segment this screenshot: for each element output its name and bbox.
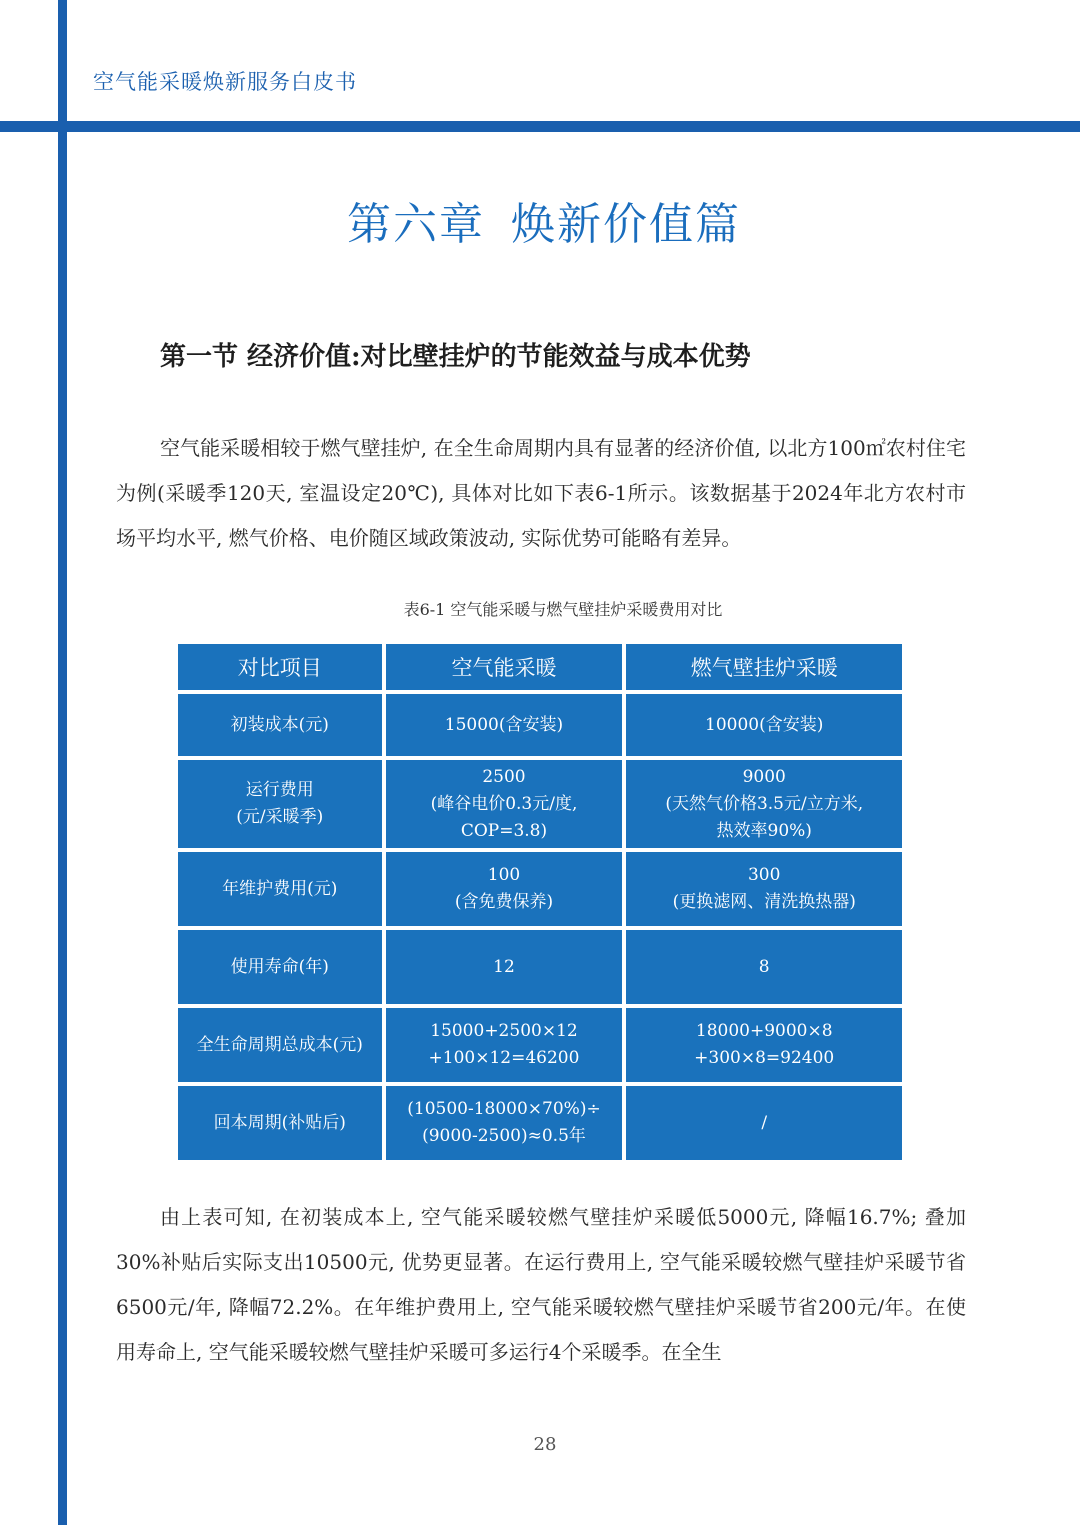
section-heading: 第一节 经济价值:对比壁挂炉的节能效益与成本优势 — [160, 342, 751, 372]
gas-boiler-cell — [626, 694, 902, 756]
cell-line: 9000 — [742, 766, 786, 787]
air-source-cell — [386, 760, 623, 848]
gas-boiler-cell — [626, 852, 902, 926]
cell-line: 15000+2500×12 — [430, 1021, 578, 1041]
header-air-source: 空气能采暖 — [386, 644, 623, 690]
header-rule — [0, 121, 1080, 132]
cell-line: (天然气价格3.5元/立方米, — [665, 793, 864, 814]
cell-line: 年维护费用(元) — [222, 878, 338, 899]
cell-line: (更换滤网、清洗换热器) — [672, 892, 856, 912]
cell-line: COP=3.8) — [460, 820, 548, 841]
table-row — [178, 930, 902, 1004]
cell-line: 12 — [493, 956, 515, 977]
intro-paragraph: 空气能采暖相较于燃气壁挂炉, 在全生命周期内具有显著的经济价值, 以北方100㎡农村住宅为例(采暖季120天, 室温设定20℃), 具体对比如下表6-1所示。该数据基于2024年北方农村市场平均水平, 燃气价格、电价随区域政策波动, 实际优势可能略有差异。 — [116, 436, 966, 550]
cell-line: 热效率90%) — [716, 820, 812, 841]
cell-line: +100×12=46200 — [428, 1048, 580, 1068]
cell-line: 初装成本(元) — [230, 714, 329, 735]
air-source-cell — [386, 1086, 623, 1160]
gas-boiler-cell — [626, 760, 902, 848]
cell-line: 使用寿命(年) — [230, 956, 329, 977]
row-item-cell — [178, 694, 382, 756]
cell-line: 运行费用 — [245, 780, 314, 800]
cell-line: (9000-2500)≈0.5年 — [422, 1126, 586, 1146]
header-item: 对比项目 — [178, 644, 382, 690]
cell-line: 8 — [758, 956, 770, 977]
cell-line: (10500-18000×70%)÷ — [407, 1099, 601, 1119]
cell-line: (峰谷电价0.3元/度, — [430, 793, 578, 814]
cell-line: (元/采暖季) — [236, 807, 324, 827]
cost-comparison-table — [174, 640, 906, 1164]
cell-line: (含免费保养) — [454, 892, 554, 912]
cell-line: 15000(含安装) — [444, 714, 564, 735]
table-caption: 表6-1 空气能采暖与燃气壁挂炉采暖费用对比 — [403, 600, 723, 619]
cell-line: 18000+9000×8 — [695, 1021, 833, 1041]
gas-boiler-cell — [626, 1086, 902, 1160]
row-item-cell — [178, 852, 382, 926]
page-number: 28 — [533, 1434, 557, 1455]
row-item-cell — [178, 1008, 382, 1082]
gas-boiler-cell — [626, 930, 902, 1004]
air-source-cell — [386, 852, 623, 926]
table-header-row — [178, 644, 902, 690]
table-row — [178, 1008, 902, 1082]
table-row — [178, 760, 902, 848]
row-item-cell — [178, 1086, 382, 1160]
table-row — [178, 852, 902, 926]
chapter-number: 第六章 — [347, 199, 485, 250]
cell-line: 300 — [747, 865, 781, 885]
row-item-cell — [178, 760, 382, 848]
air-source-cell — [386, 694, 623, 756]
cell-line: / — [761, 1112, 768, 1133]
cell-line: +300×8=92400 — [694, 1048, 835, 1068]
cell-line: 10000(含安装) — [705, 714, 824, 735]
row-item-cell — [178, 930, 382, 1004]
table-row — [178, 1086, 902, 1160]
cell-line: 回本周期(补贴后) — [213, 1112, 346, 1133]
chapter-title — [0, 188, 1080, 252]
running-header: 空气能采暖焕新服务白皮书 — [93, 70, 357, 94]
chapter-name: 焕新价值篇 — [511, 199, 741, 250]
table-row — [178, 694, 902, 756]
analysis-paragraph: 由上表可知, 在初装成本上, 空气能采暖较燃气壁挂炉采暖低5000元, 降幅16.7%; 叠加30%补贴后实际支出10500元, 优势更显著。在运行费用上, 空气能采暖较燃气壁挂炉采暖节省6500元/年, 降幅72.2%。在年维护费用上, 空气能采暖较燃气壁挂炉采暖节省200元/年。在使用寿命上, 空气能采暖较燃气壁挂炉采暖可多运行4个采暖季。在全生 — [116, 1205, 966, 1364]
air-source-cell — [386, 1008, 623, 1082]
cell-line: 100 — [487, 865, 521, 885]
air-source-cell — [386, 930, 623, 1004]
cell-line: 全生命周期总成本(元) — [196, 1034, 363, 1055]
gas-boiler-cell — [626, 1008, 902, 1082]
header-gas-boiler: 燃气壁挂炉采暖 — [626, 644, 902, 690]
cell-line: 2500 — [482, 766, 526, 787]
